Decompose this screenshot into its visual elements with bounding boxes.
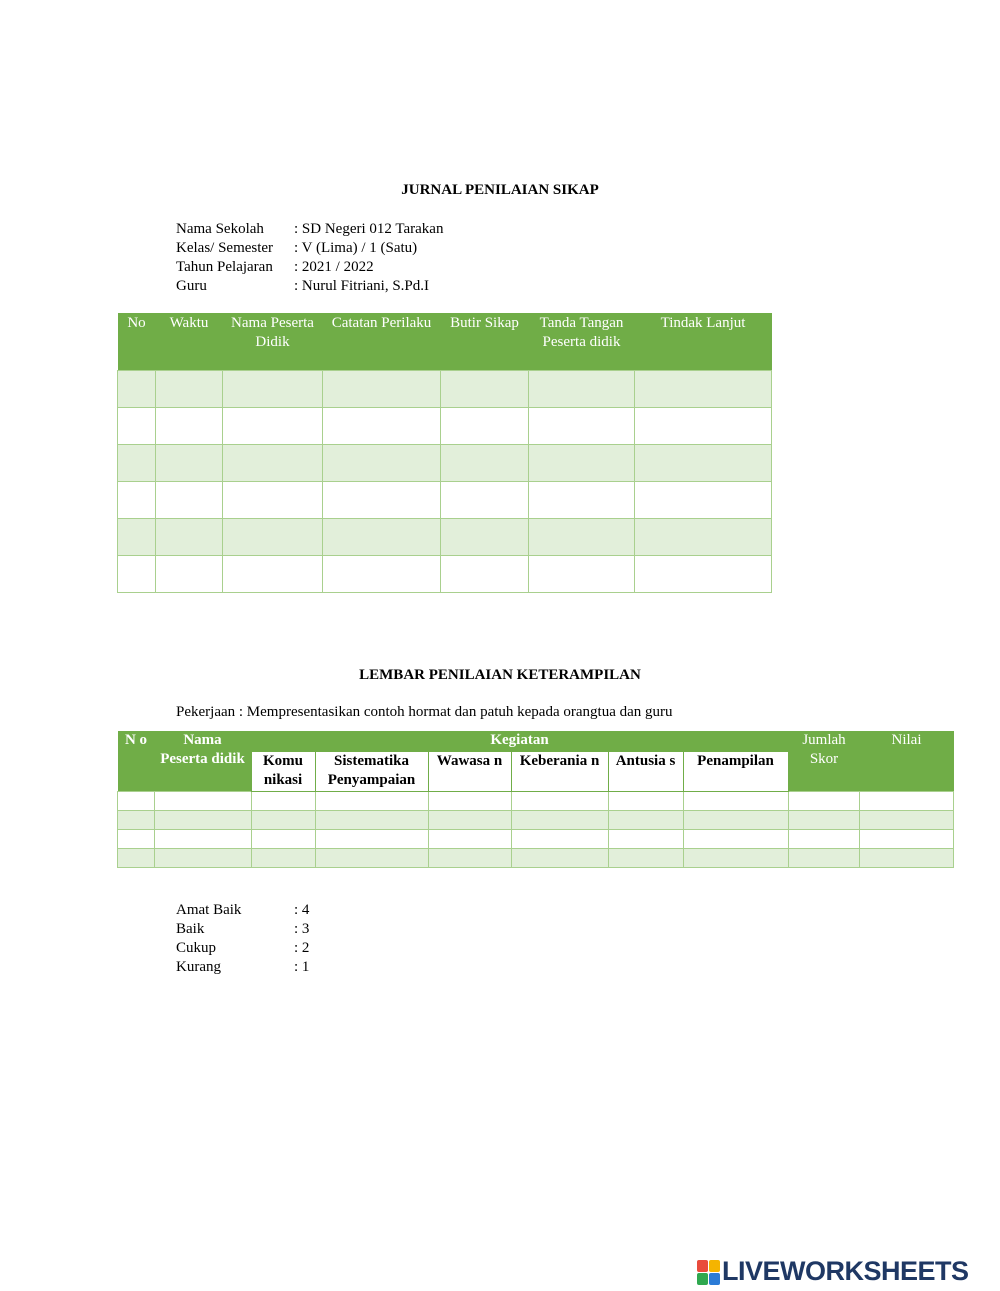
table-cell[interactable] bbox=[788, 811, 860, 830]
table-cell[interactable] bbox=[428, 792, 511, 811]
table-cell[interactable] bbox=[511, 830, 608, 849]
work-description: Pekerjaan : Mempresentasikan contoh hormat dan patuh kepada orangtua dan guru bbox=[176, 704, 673, 720]
header-behavior-notes: Catatan Perilaku bbox=[323, 313, 441, 371]
table-cell[interactable] bbox=[608, 792, 683, 811]
table-cell[interactable] bbox=[511, 792, 608, 811]
logo-text: LIVEWORKSHEETS bbox=[722, 1256, 969, 1286]
logo-square-green bbox=[697, 1273, 708, 1285]
info-row-school bbox=[176, 220, 443, 239]
table-cell[interactable] bbox=[156, 482, 223, 519]
table-cell[interactable] bbox=[118, 849, 155, 868]
table-cell[interactable] bbox=[118, 408, 156, 445]
table-cell[interactable] bbox=[118, 445, 156, 482]
subheader-communication: Komu nikasi bbox=[251, 752, 315, 792]
skills-assessment-table bbox=[117, 731, 954, 868]
info-label: Nama Sekolah bbox=[176, 221, 264, 237]
scale-value: : 4 bbox=[294, 902, 310, 918]
table-cell[interactable] bbox=[608, 830, 683, 849]
table-cell[interactable] bbox=[860, 811, 954, 830]
scale-value: : 1 bbox=[294, 959, 310, 975]
table-cell[interactable] bbox=[251, 830, 315, 849]
table-row bbox=[118, 830, 954, 849]
header-signature: Tanda Tangan Peserta didik bbox=[529, 313, 635, 371]
table-cell[interactable] bbox=[635, 519, 772, 556]
table-cell[interactable] bbox=[608, 849, 683, 868]
journal-info bbox=[176, 220, 443, 296]
table-row bbox=[118, 519, 772, 556]
logo-square-red bbox=[697, 1260, 708, 1272]
header-total-score: Jumlah Skor bbox=[788, 731, 860, 792]
table-cell[interactable] bbox=[223, 408, 323, 445]
scale-row bbox=[176, 901, 309, 920]
table-cell[interactable] bbox=[511, 849, 608, 868]
table-cell[interactable] bbox=[223, 556, 323, 593]
table-cell[interactable] bbox=[860, 849, 954, 868]
table-row bbox=[118, 849, 954, 868]
table-cell[interactable] bbox=[635, 445, 772, 482]
table-cell[interactable] bbox=[315, 849, 428, 868]
scale-value: : 2 bbox=[294, 940, 310, 956]
table-cell[interactable] bbox=[118, 830, 155, 849]
header-student-name: Nama Peserta Didik bbox=[223, 313, 323, 371]
table-cell[interactable] bbox=[683, 830, 788, 849]
table-cell[interactable] bbox=[156, 445, 223, 482]
info-label: Guru bbox=[176, 278, 207, 294]
skills-title: LEMBAR PENILAIAN KETERAMPILAN bbox=[359, 667, 641, 683]
scale-row bbox=[176, 920, 309, 939]
table-cell[interactable] bbox=[315, 811, 428, 830]
table-cell[interactable] bbox=[529, 371, 635, 408]
table-cell[interactable] bbox=[635, 371, 772, 408]
header-activities: Kegiatan bbox=[251, 731, 788, 752]
header-no: N o bbox=[118, 731, 155, 792]
table-cell[interactable] bbox=[441, 445, 529, 482]
grading-scale bbox=[176, 901, 309, 977]
table-cell[interactable] bbox=[441, 371, 529, 408]
table-cell[interactable] bbox=[155, 792, 252, 811]
table-cell[interactable] bbox=[223, 445, 323, 482]
table-cell[interactable] bbox=[788, 830, 860, 849]
table-cell[interactable] bbox=[788, 849, 860, 868]
scale-value: : 3 bbox=[294, 921, 310, 937]
attitude-journal-table bbox=[117, 313, 772, 593]
table-cell[interactable] bbox=[428, 849, 511, 868]
table-cell[interactable] bbox=[529, 556, 635, 593]
subheader-courage: Keberania n bbox=[511, 752, 608, 792]
table-cell[interactable] bbox=[529, 482, 635, 519]
scale-label: Cukup bbox=[176, 940, 217, 956]
table-row bbox=[118, 408, 772, 445]
table-cell[interactable] bbox=[529, 519, 635, 556]
logo-square-yellow bbox=[709, 1260, 720, 1272]
info-label: Kelas/ Semester bbox=[176, 240, 274, 256]
table-cell[interactable] bbox=[118, 519, 156, 556]
table-cell[interactable] bbox=[683, 849, 788, 868]
table-cell[interactable] bbox=[511, 811, 608, 830]
header-time: Waktu bbox=[156, 313, 223, 371]
scale-label: Amat Baik bbox=[176, 902, 242, 918]
table-cell[interactable] bbox=[428, 830, 511, 849]
table-header-row bbox=[118, 313, 772, 371]
table-row bbox=[118, 792, 954, 811]
table-header-row bbox=[118, 731, 954, 752]
logo-icon bbox=[697, 1260, 719, 1284]
table-cell[interactable] bbox=[156, 519, 223, 556]
scale-label: Kurang bbox=[176, 959, 221, 975]
table-cell[interactable] bbox=[118, 556, 156, 593]
header-student-name: Nama Peserta didik bbox=[155, 731, 252, 792]
table-cell[interactable] bbox=[860, 792, 954, 811]
table-cell[interactable] bbox=[323, 556, 441, 593]
table-cell[interactable] bbox=[529, 445, 635, 482]
table-cell[interactable] bbox=[315, 830, 428, 849]
subheader-appearance: Penampilan bbox=[683, 752, 788, 792]
header-attitude-item: Butir Sikap bbox=[441, 313, 529, 371]
info-row-teacher bbox=[176, 277, 443, 296]
table-row bbox=[118, 371, 772, 408]
subheader-insight: Wawasa n bbox=[428, 752, 511, 792]
info-row-class bbox=[176, 239, 443, 258]
table-cell[interactable] bbox=[323, 519, 441, 556]
info-value: : 2021 / 2022 bbox=[294, 259, 374, 275]
table-cell[interactable] bbox=[635, 482, 772, 519]
info-value: : SD Negeri 012 Tarakan bbox=[294, 221, 444, 237]
table-cell[interactable] bbox=[683, 811, 788, 830]
scale-row bbox=[176, 939, 309, 958]
scale-label: Baik bbox=[176, 921, 205, 937]
table-row bbox=[118, 556, 772, 593]
info-label: Tahun Pelajaran bbox=[176, 259, 273, 275]
table-cell[interactable] bbox=[118, 482, 156, 519]
journal-title: JURNAL PENILAIAN SIKAP bbox=[401, 182, 599, 198]
table-cell[interactable] bbox=[156, 408, 223, 445]
logo-square-blue bbox=[709, 1273, 720, 1285]
table-cell[interactable] bbox=[155, 830, 252, 849]
table-cell[interactable] bbox=[441, 519, 529, 556]
table-cell[interactable] bbox=[323, 408, 441, 445]
table-cell[interactable] bbox=[529, 408, 635, 445]
table-cell[interactable] bbox=[118, 371, 156, 408]
table-row bbox=[118, 445, 772, 482]
table-cell[interactable] bbox=[223, 371, 323, 408]
table-cell[interactable] bbox=[315, 792, 428, 811]
header-follow-up: Tindak Lanjut bbox=[635, 313, 772, 371]
table-row bbox=[118, 811, 954, 830]
table-cell[interactable] bbox=[441, 556, 529, 593]
table-row bbox=[118, 482, 772, 519]
info-value: : Nurul Fitriani, S.Pd.I bbox=[294, 278, 430, 294]
table-cell[interactable] bbox=[251, 792, 315, 811]
table-cell[interactable] bbox=[118, 792, 155, 811]
table-cell[interactable] bbox=[788, 792, 860, 811]
table-cell[interactable] bbox=[156, 371, 223, 408]
header-no: No bbox=[118, 313, 156, 371]
table-cell[interactable] bbox=[608, 811, 683, 830]
table-cell[interactable] bbox=[118, 811, 155, 830]
table-cell[interactable] bbox=[441, 408, 529, 445]
scale-row bbox=[176, 958, 309, 977]
subheader-enthusiasm: Antusia s bbox=[608, 752, 683, 792]
table-cell[interactable] bbox=[155, 811, 252, 830]
info-value: : V (Lima) / 1 (Satu) bbox=[294, 240, 418, 256]
table-cell[interactable] bbox=[251, 849, 315, 868]
table-cell[interactable] bbox=[428, 811, 511, 830]
header-grade: Nilai bbox=[860, 731, 954, 792]
info-row-year bbox=[176, 258, 443, 277]
liveworksheets-logo bbox=[697, 1256, 969, 1287]
table-cell[interactable] bbox=[441, 482, 529, 519]
table-cell[interactable] bbox=[323, 482, 441, 519]
table-cell[interactable] bbox=[683, 792, 788, 811]
table-cell[interactable] bbox=[223, 519, 323, 556]
table-cell[interactable] bbox=[635, 408, 772, 445]
table-cell[interactable] bbox=[223, 482, 323, 519]
table-cell[interactable] bbox=[323, 445, 441, 482]
table-cell[interactable] bbox=[635, 556, 772, 593]
table-cell[interactable] bbox=[156, 556, 223, 593]
subheader-systematics: Sistematika Penyampaian bbox=[315, 752, 428, 792]
table-cell[interactable] bbox=[155, 849, 252, 868]
table-cell[interactable] bbox=[251, 811, 315, 830]
table-cell[interactable] bbox=[323, 371, 441, 408]
table-cell[interactable] bbox=[860, 830, 954, 849]
